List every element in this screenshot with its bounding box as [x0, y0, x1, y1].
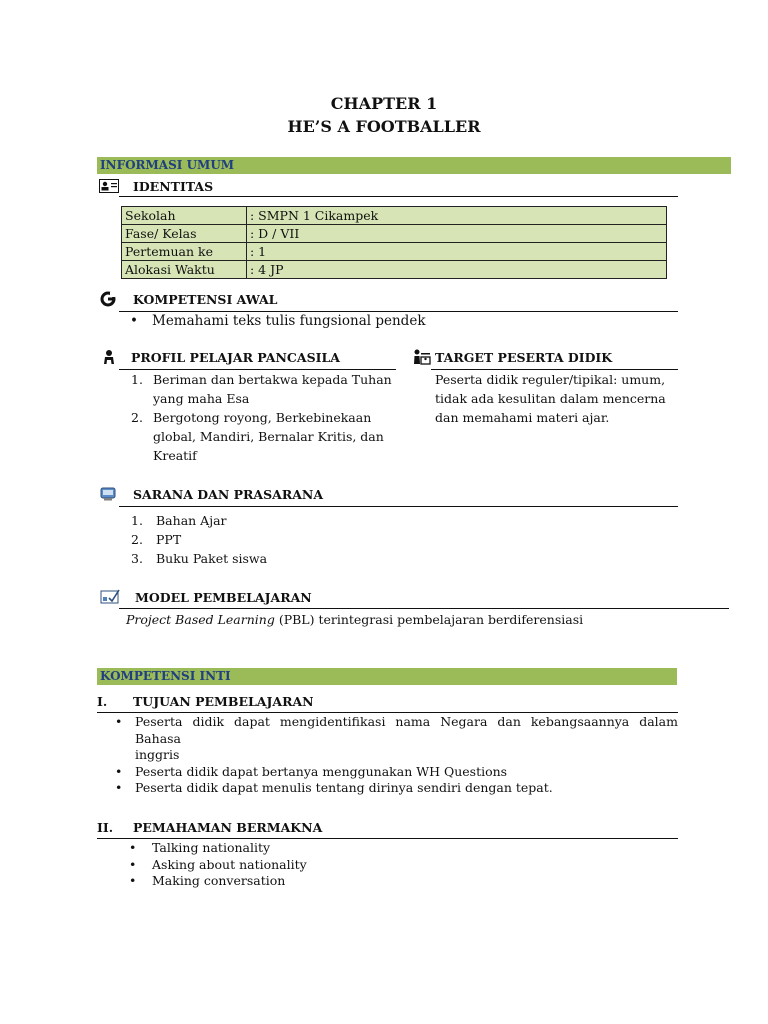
profil-list — [131, 370, 401, 465]
teacher-icon — [413, 349, 431, 365]
list-text: Peserta didik dapat bertanya menggunakan WH Questions — [135, 763, 508, 779]
pemahaman-list — [129, 840, 307, 890]
table-cell-value: : D / VII — [247, 225, 667, 243]
bullet-icon: • — [130, 313, 138, 329]
table-cell-value: : 1 — [247, 243, 667, 261]
list-item — [131, 408, 401, 427]
table-cell-value: : SMPN 1 Cikampek — [247, 207, 667, 225]
identitas-heading: IDENTITAS — [133, 179, 214, 194]
model-heading: MODEL PEMBELAJARAN — [135, 590, 312, 605]
list-text: Kreatif — [153, 448, 197, 463]
bullet-icon: • — [129, 873, 137, 888]
list-number: 2. — [131, 532, 143, 547]
sarana-heading: SARANA DAN PRASARANA — [133, 487, 324, 502]
kompetensi-inti-bar — [97, 668, 677, 685]
list-item-continuation — [131, 389, 401, 408]
identitas-table — [121, 206, 667, 279]
tujuan-heading: TUJUAN PEMBELAJARAN — [133, 694, 314, 709]
list-text: Buku Paket siswa — [156, 551, 268, 566]
kompetensi-awal-heading: KOMPETENSI AWAL — [133, 292, 278, 307]
pemahaman-heading: PEMAHAMAN BERMAKNA — [133, 820, 323, 835]
table-row — [122, 261, 667, 279]
model-text — [126, 610, 583, 629]
people-icon — [101, 349, 117, 365]
informasi-umum-bar — [97, 157, 731, 174]
tujuan-list — [115, 714, 678, 797]
tujuan-number: I. — [97, 694, 108, 709]
list-text: Peserta didik dapat mengidentifikasi nama Negara dan kebangsaannya dalam Bahasa — [135, 714, 678, 746]
bullet-icon: • — [115, 714, 123, 729]
chapter-title: HE’S A FOOTBALLER — [287, 117, 481, 136]
informasi-umum-label: INFORMASI UMUM — [100, 158, 235, 172]
sarana-rule — [119, 506, 678, 507]
bullet-icon: • — [115, 763, 123, 779]
list-text: Beriman dan bertakwa kepada Tuhan — [153, 372, 392, 387]
table-cell-value: : 4 JP — [247, 261, 667, 279]
list-text: Talking nationality — [152, 840, 271, 855]
list-item — [115, 714, 678, 764]
list-text: yang maha Esa — [153, 391, 250, 406]
list-text: PPT — [156, 532, 182, 547]
list-text: Asking about nationality — [152, 856, 307, 872]
table-row — [122, 207, 667, 225]
target-heading: TARGET PESERTA DIDIK — [435, 350, 613, 365]
table-cell-key: Pertemuan ke — [122, 243, 247, 261]
kompetensi-inti-label: KOMPETENSI INTI — [100, 669, 231, 683]
kompetensi-awal-rule — [119, 311, 678, 312]
list-number: 2. — [131, 410, 143, 425]
list-item — [115, 764, 678, 781]
list-item-continuation — [131, 446, 401, 465]
model-rest-text: (PBL) terintegrasi pembelajaran berdiferensiasi — [274, 612, 584, 627]
list-text: Making conversation — [152, 873, 286, 888]
id-card-icon — [99, 178, 119, 192]
list-number: 1. — [131, 372, 143, 387]
table-cell-key: Sekolah — [122, 207, 247, 225]
target-line: dan memahami materi ajar. — [435, 410, 610, 425]
bullet-icon: • — [129, 840, 137, 855]
table-row — [122, 243, 667, 261]
chapter-number: CHAPTER 1 — [330, 94, 438, 113]
bullet-icon: • — [115, 780, 123, 795]
table-cell-key: Alokasi Waktu — [122, 261, 247, 279]
kompetensi-awal-item: Memahami teks tulis fungsional pendek — [152, 313, 426, 329]
identitas-rule — [119, 196, 678, 197]
list-number: 3. — [131, 551, 143, 566]
list-text: Bergotong royong, Berkebinekaan — [153, 410, 372, 425]
list-item — [131, 370, 401, 389]
list-item-continuation — [131, 427, 401, 446]
list-item — [129, 857, 307, 874]
list-text: inggris — [135, 747, 180, 762]
profil-heading: PROFIL PELAJAR PANCASILA — [131, 350, 340, 365]
table-cell-key: Fase/ Kelas — [122, 225, 247, 243]
list-item — [115, 780, 678, 797]
target-line: tidak ada kesulitan dalam mencerna — [435, 391, 666, 406]
list-text: global, Mandiri, Bernalar Kritis, dan — [153, 429, 384, 444]
tujuan-rule — [97, 712, 678, 713]
model-rule — [119, 608, 729, 609]
bullet-icon: • — [129, 856, 137, 872]
target-text — [435, 370, 666, 427]
computer-icon — [100, 486, 116, 500]
list-item — [129, 840, 307, 857]
list-item — [129, 873, 307, 890]
target-line: Peserta didik reguler/tipikal: umum, — [435, 372, 666, 387]
pemahaman-number: II. — [97, 820, 114, 835]
list-text: Peserta didik dapat menulis tentang dirinya sendiri dengan tepat. — [135, 780, 553, 795]
gear-g-icon — [100, 291, 116, 307]
model-italic-text: Project Based Learning — [126, 612, 275, 627]
list-text: Bahan Ajar — [156, 513, 227, 528]
pemahaman-rule — [97, 838, 678, 839]
table-row — [122, 225, 667, 243]
checklist-icon — [100, 588, 120, 604]
list-number: 1. — [131, 513, 143, 528]
